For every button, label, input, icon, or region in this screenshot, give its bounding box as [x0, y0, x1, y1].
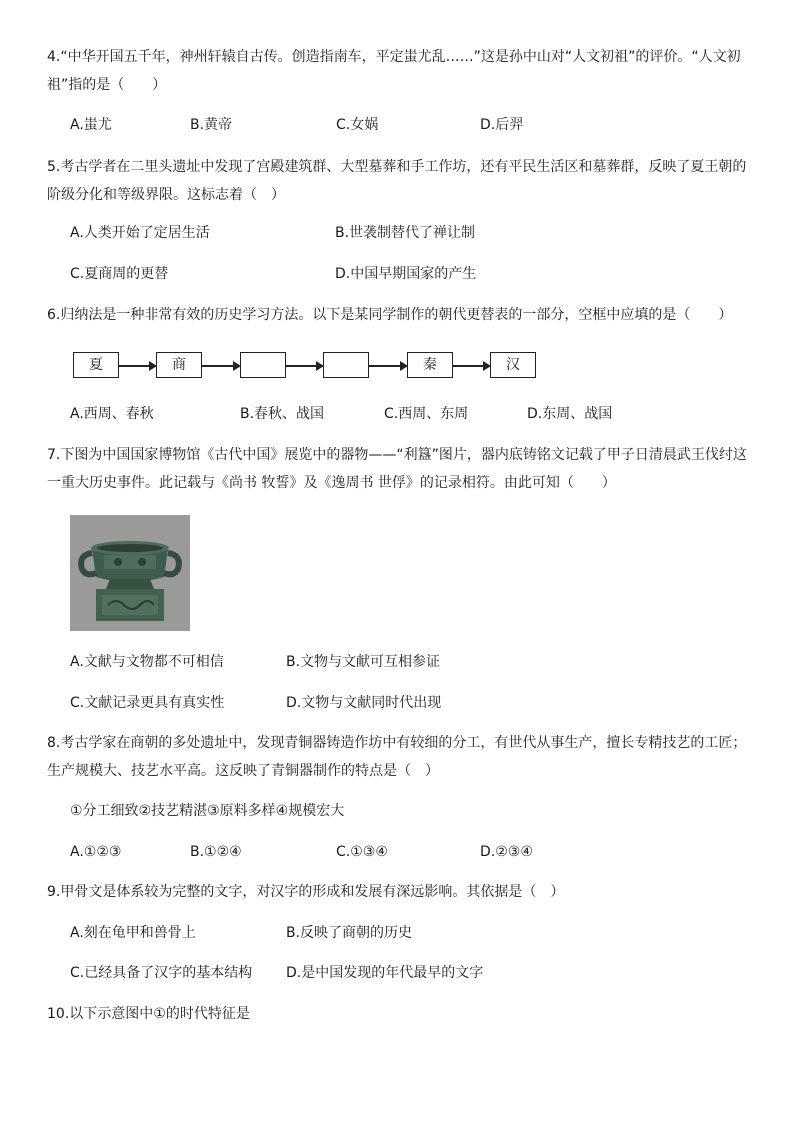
li-gui-bronze-photo: [70, 515, 190, 631]
q9-option-c[interactable]: C.已经具备了汉字的基本结构: [70, 965, 253, 981]
question-6: [47, 301, 759, 329]
arrow-icon: [453, 365, 489, 367]
q8-option-a[interactable]: A.①②③: [70, 844, 122, 860]
q5-option-c[interactable]: C.夏商周的更替: [70, 266, 169, 282]
question-9-stem: 9.甲骨文是体系较为完整的文字，对汉字的形成和发展有深远影响。其依据是（ ）: [47, 884, 565, 900]
question-4: [47, 43, 759, 99]
dynasty-box-blank-1: [240, 352, 286, 378]
q6-option-c[interactable]: C.西周、东周: [384, 406, 469, 422]
question-6-stem: 6.归纳法是一种非常有效的历史学习方法。以下是某同学制作的朝代更替表的一部分，空框中应填的是（ ）: [47, 307, 733, 323]
dynasty-box-han: 汉: [490, 352, 536, 378]
q9-option-a[interactable]: A.刻在龟甲和兽骨上: [70, 925, 196, 941]
question-4-stem: 4.“中华开国五千年，神州轩辕自古传。创造指南车，平定蚩尤乱……”这是孙中山对“人文初祖”的评价。“人文初祖”指的是（ ）: [47, 49, 741, 93]
q9-option-d[interactable]: D.是中国发现的年代最早的文字: [286, 965, 484, 981]
q5-option-b[interactable]: B.世袭制替代了禅让制: [335, 225, 476, 241]
arrow-icon: [369, 365, 406, 367]
dynasty-box-blank-2: [323, 352, 369, 378]
q7-option-c[interactable]: C.文献记录更具有真实性: [70, 695, 225, 711]
arrow-icon: [286, 365, 322, 367]
q6-option-a[interactable]: A.西周、春秋: [70, 406, 154, 422]
dynasty-box-shang: 商: [156, 352, 202, 378]
question-8-stem: 8.考古学家在商朝的多处遗址中，发现青铜器铸造作坊中有较细的分工，有世代从事生产，擅长专精技艺的工匠；生产规模大、技艺水平高。这反映了青铜器制作的特点是（ ）: [47, 735, 747, 779]
dynasty-box-xia: 夏: [73, 352, 119, 378]
q5-option-d[interactable]: D.中国早期国家的产生: [335, 266, 477, 282]
q9-option-b[interactable]: B.反映了商朝的历史: [286, 925, 413, 941]
q6-option-d[interactable]: D.东周、战国: [527, 406, 613, 422]
q7-option-d[interactable]: D.文物与文献同时代出现: [286, 695, 442, 711]
question-10-stem: 10.以下示意图中①的时代特征是: [47, 1006, 250, 1022]
q4-option-d[interactable]: D.后羿: [480, 117, 524, 133]
q7-option-a[interactable]: A.文献与文物都不可相信: [70, 654, 224, 670]
question-8: [47, 729, 759, 785]
q8-option-c[interactable]: C.①③④: [336, 844, 388, 860]
question-7: [47, 441, 759, 497]
q4-option-c[interactable]: C.女娲: [336, 117, 379, 133]
dynasty-box-qin: 秦: [407, 352, 453, 378]
dynasty-flow-diagram: [73, 352, 543, 380]
q7-option-b[interactable]: B.文物与文献可互相参证: [286, 654, 441, 670]
q4-option-a[interactable]: A.蚩尤: [70, 117, 112, 133]
q6-option-b[interactable]: B.春秋、战国: [240, 406, 325, 422]
question-9: [47, 878, 759, 906]
q8-option-d[interactable]: D.②③④: [480, 844, 533, 860]
arrow-icon: [119, 365, 155, 367]
arrow-icon: [202, 365, 239, 367]
question-10: [47, 1000, 759, 1028]
q5-option-a[interactable]: A.人类开始了定居生活: [70, 225, 210, 241]
question-7-stem: 7.下图为中国国家博物馆《古代中国》展览中的器物——“利簋”图片，器内底铸铭文记载了甲子日清晨武王伐纣这一重大历史事件。此记载与《尚书 牧誓》及《逸周书 世俘》的记录相符。由此可知（ ）: [47, 447, 747, 491]
question-5: [47, 153, 759, 209]
question-8-choices: ①分工细致②技艺精湛③原料多样④规模宏大: [70, 803, 345, 819]
question-5-stem: 5.考古学者在二里头遗址中发现了宫殿建筑群、大型墓葬和手工作坊，还有平民生活区和墓葬群，反映了夏王朝的阶级分化和等级界限。这标志着（ ）: [47, 159, 747, 203]
bronze-vessel-icon: [70, 515, 190, 631]
q8-option-b[interactable]: B.①②④: [190, 844, 242, 860]
q4-option-b[interactable]: B.黄帝: [190, 117, 233, 133]
